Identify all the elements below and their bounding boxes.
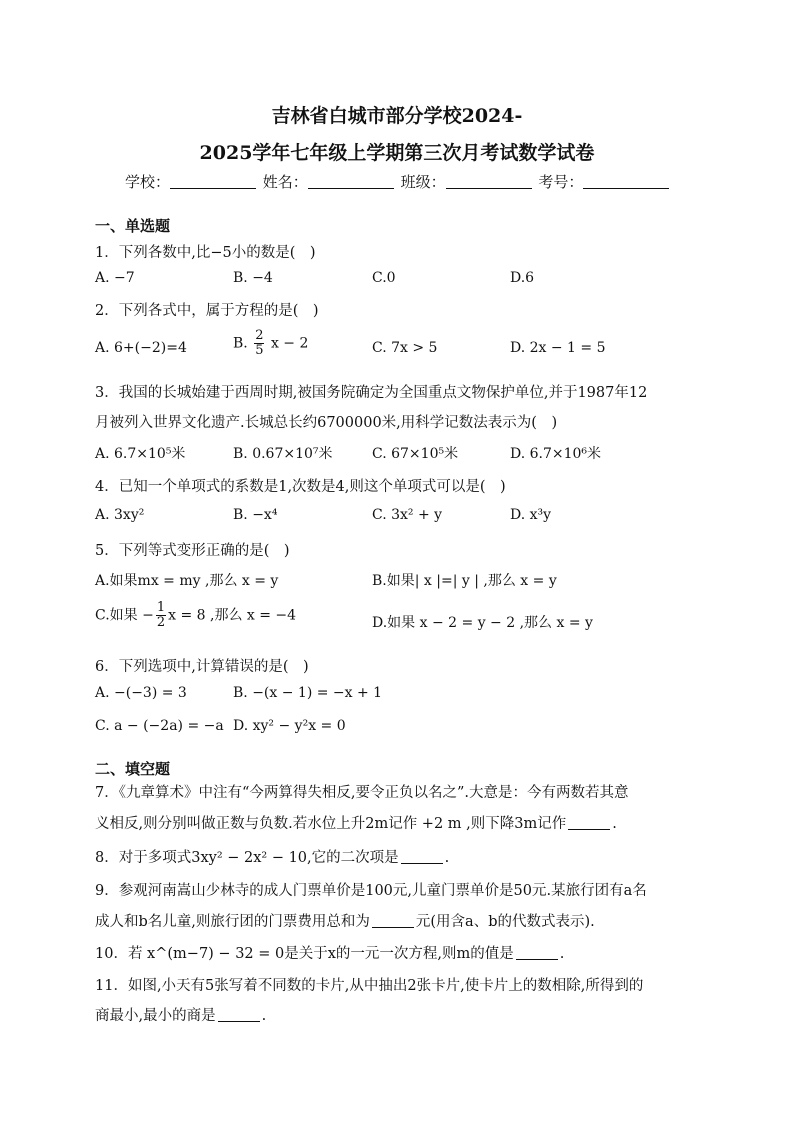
q5-option-d: D.如果 x − 2 = y − 2 ,那么 x = y [372,615,593,631]
q10-period: . [559,946,565,962]
class-label: 班级： [400,173,446,191]
exam-no-blank[interactable] [583,174,669,189]
q1-option-d: D.6 [510,270,535,286]
question-11-line-1: 11．如图,小天有5张写着不同数的卡片,从中抽出2张卡片,使卡片上的数相除,所得到的 [95,978,644,994]
question-3-line-2: 月被列入世界文化遗产.长城总长约6700000米,用科学记数法表示为( ) [95,415,558,431]
q11-answer-blank[interactable] [218,1009,260,1022]
q5-fraction [156,601,166,630]
q5-option-b: B.如果| x |=| y | ,那么 x = y [372,573,557,589]
q2-fraction-numerator: 2 [255,328,264,343]
q1-option-c: C.0 [372,270,396,286]
q7-answer-blank[interactable] [568,817,610,830]
name-label: 姓名： [262,173,308,191]
q7-period: . [612,816,617,832]
q2-option-a: A. 6+(−2)=4 [95,340,187,356]
q3-option-c: C. 67×10⁵米 [372,446,459,462]
question-3-line-1: 3．我国的长城始建于西周时期,被国务院确定为全国重点文物保护单位,并于1987年12 [95,385,648,401]
q5-option-c [95,601,296,630]
q1-option-a: A. −7 [95,270,135,286]
school-label: 学校： [125,173,171,191]
q7-text: 义相反,则分别叫做正数与负数.若水位上升2m记作 +2 m ,则下降3m记作 [95,816,567,832]
q3-option-d: D. 6.7×10⁶米 [510,446,602,462]
question-9-line-2 [95,910,595,931]
section-heading-single-choice: 一、单选题 [95,217,171,235]
q4-option-d: D. x³y [510,507,552,523]
q2-option-b-suffix: x − 2 [270,335,309,352]
q2-option-c: C. 7x > 5 [372,340,438,356]
q6-option-b: B. −(x − 1) = −x + 1 [233,685,383,701]
title-line-1: 吉林省白城市部分学校2024- [271,105,523,127]
q10-answer-blank[interactable] [516,947,558,960]
q3-option-a: A. 6.7×10⁵米 [95,446,186,462]
q9-text-end: 元(用含a、b的代数式表示). [415,914,595,930]
q2-fraction-denominator: 5 [255,343,264,358]
q2-fraction [254,329,264,358]
q9-answer-blank[interactable] [372,915,414,928]
q2-option-b [233,329,308,358]
q4-option-c: C. 3x² + y [372,507,443,523]
question-6-stem: 6．下列选项中,计算错误的是( ) [95,659,309,675]
section-heading-fill-in: 二、填空题 [95,760,171,778]
q5-fraction-numerator: 1 [156,600,166,615]
q9-text: 成人和b名儿童,则旅行团的门票费用总和为 [95,914,370,930]
q11-period: . [261,1008,267,1024]
q8-period: . [444,850,450,866]
q8-text: 8．对于多项式3xy² − 2x² − 10,它的二次项是 [95,850,399,866]
question-11-line-2 [95,1004,266,1025]
question-2-stem: 2．下列各式中，属于方程的是( ) [95,303,319,319]
q2-option-d: D. 2x − 1 = 5 [510,340,606,356]
q6-option-c: C. a − (−2a) = −a [95,718,224,734]
q3-option-b: B. 0.67×10⁷米 [233,446,333,462]
q11-text: 商最小,最小的商是 [95,1008,216,1024]
question-9-line-1: 9．参观河南嵩山少林寺的成人门票单价是100元,儿童门票单价是50元.某旅行团有a名 [95,883,647,899]
q5-option-c-suffix: x = 8 ,那么 x = −4 [168,607,297,624]
q5-option-a: A.如果mx = my ,那么 x = y [95,573,279,589]
q5-fraction-denominator: 2 [156,615,166,630]
q1-option-b: B. −4 [233,270,273,286]
q8-answer-blank[interactable] [401,851,443,864]
question-7-line-1: 7．《九章算术》中注有“今两算得失相反,要令正负以名之”.大意是：今有两数若其意 [95,785,629,801]
q6-option-d: D. xy² − y²x = 0 [233,718,346,734]
q4-option-b: B. −x⁴ [233,507,278,523]
name-blank[interactable] [308,174,394,189]
exam-no-label: 考号： [538,173,584,191]
class-blank[interactable] [446,174,532,189]
question-8 [95,846,449,867]
question-1-stem: 1．下列各数中,比−5小的数是( ) [95,245,316,261]
question-7-line-2 [95,812,617,833]
question-5-stem: 5．下列等式变形正确的是( ) [95,543,290,559]
q5-option-c-prefix: C.如果 − [95,607,154,624]
question-10 [95,942,564,963]
title-line-2: 2025学年七年级上学期第三次月考试数学试卷 [199,142,595,164]
q6-option-a: A. −(−3) = 3 [95,685,187,701]
question-4-stem: 4．已知一个单项式的系数是1,次数是4,则这个单项式可以是( ) [95,479,506,495]
q4-option-a: A. 3xy² [95,507,145,523]
school-blank[interactable] [170,174,256,189]
student-info-row [125,171,671,192]
q10-text: 10．若 x^(m−7) − 32 = 0是关于x的一元一次方程,则m的值是 [95,946,514,962]
q2-option-b-prefix: B. [233,335,248,352]
